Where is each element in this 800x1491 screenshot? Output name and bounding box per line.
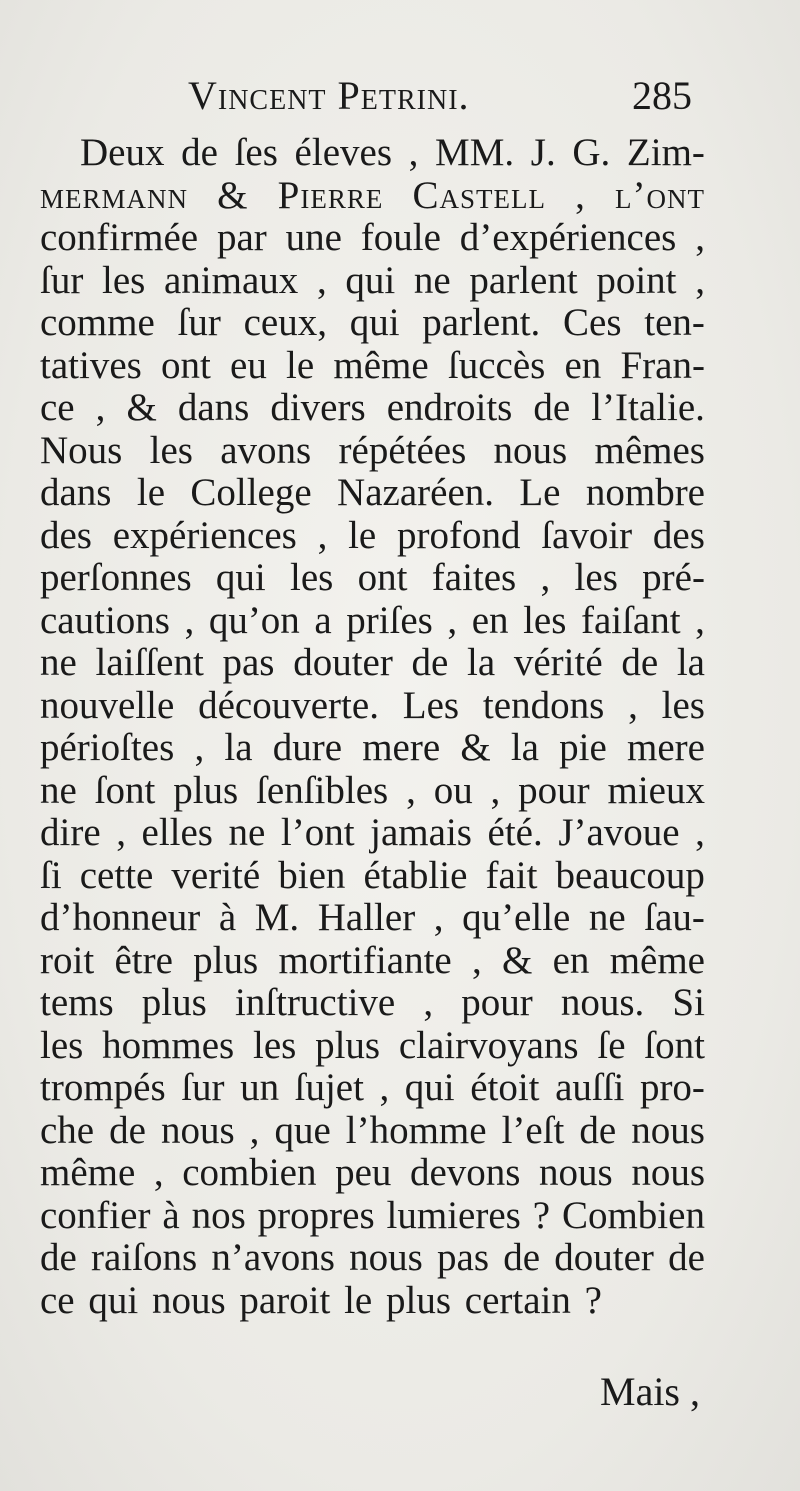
running-head: Vincent Petrini.: [188, 73, 470, 118]
catchword: Mais ,: [600, 1369, 700, 1414]
text-line: tems plus inſtructive , pour nous. Si: [40, 981, 705, 1024]
text-line: même , combien peu devons nous nous: [40, 1151, 705, 1194]
text-line: Deux de ſes éleves , MM. J. G. Zim-: [80, 131, 705, 174]
text-line: ce , & dans divers endroits de l’Italie.: [40, 386, 705, 429]
text-line: nouvelle découverte. Les tendons , les: [40, 683, 705, 727]
text-line: che de nous , que l’homme l’eſt de nous: [40, 1108, 705, 1152]
text-line: de raiſons n’avons nous pas de douter de: [40, 1236, 705, 1279]
text-line: roit être plus mortifiante , & en même: [40, 938, 705, 982]
text-line: des expériences , le profond ſavoir des: [40, 513, 705, 557]
text-line: trompés ſur un ſujet , qui étoit auſſi pro-: [40, 1066, 705, 1109]
text-line: perſonnes qui les ont faites , les pré-: [40, 556, 705, 599]
text-line: dire , elles ne l’ont jamais été. J’avoue ,: [40, 811, 705, 854]
text-line: confirmée par une foule d’expériences ,: [40, 216, 705, 259]
text-line: cautions , qu’on a priſes , en les faiſant ,: [40, 598, 705, 642]
text-line: confier à nos propres lumieres ? Combien: [40, 1193, 705, 1237]
text-line: les hommes les plus clairvoyans ſe ſont: [40, 1023, 705, 1067]
text-line: Nous les avons répétées nous mêmes: [40, 428, 705, 472]
text-line: ſi cette verité bien établie fait beaucoup: [40, 853, 705, 897]
text-line: mermann & Pierre Castell , l’ont: [40, 173, 705, 217]
page-number: 285: [632, 73, 692, 118]
text-line: dans le College Nazaréen. Le nombre: [40, 471, 705, 514]
text-line: périoſtes , la dure mere & la pie mere: [40, 726, 705, 769]
page-header: [0, 72, 800, 132]
body-text: [40, 132, 705, 1322]
text-line: ſur les animaux , qui ne parlent point ,: [40, 258, 705, 302]
text-line: tatives ont eu le même ſuccès en Fran-: [40, 343, 705, 387]
text-line: comme ſur ceux, qui parlent. Ces ten-: [40, 301, 705, 344]
text-line: ce qui nous paroit le plus certain ?: [40, 1278, 602, 1322]
text-line: ne ſont plus ſenſibles , ou , pour mieux: [40, 768, 705, 812]
text-line: ne laiſſent pas douter de la vérité de la: [40, 641, 705, 684]
text-line: d’honneur à M. Haller , qu’elle ne ſau-: [40, 896, 705, 939]
